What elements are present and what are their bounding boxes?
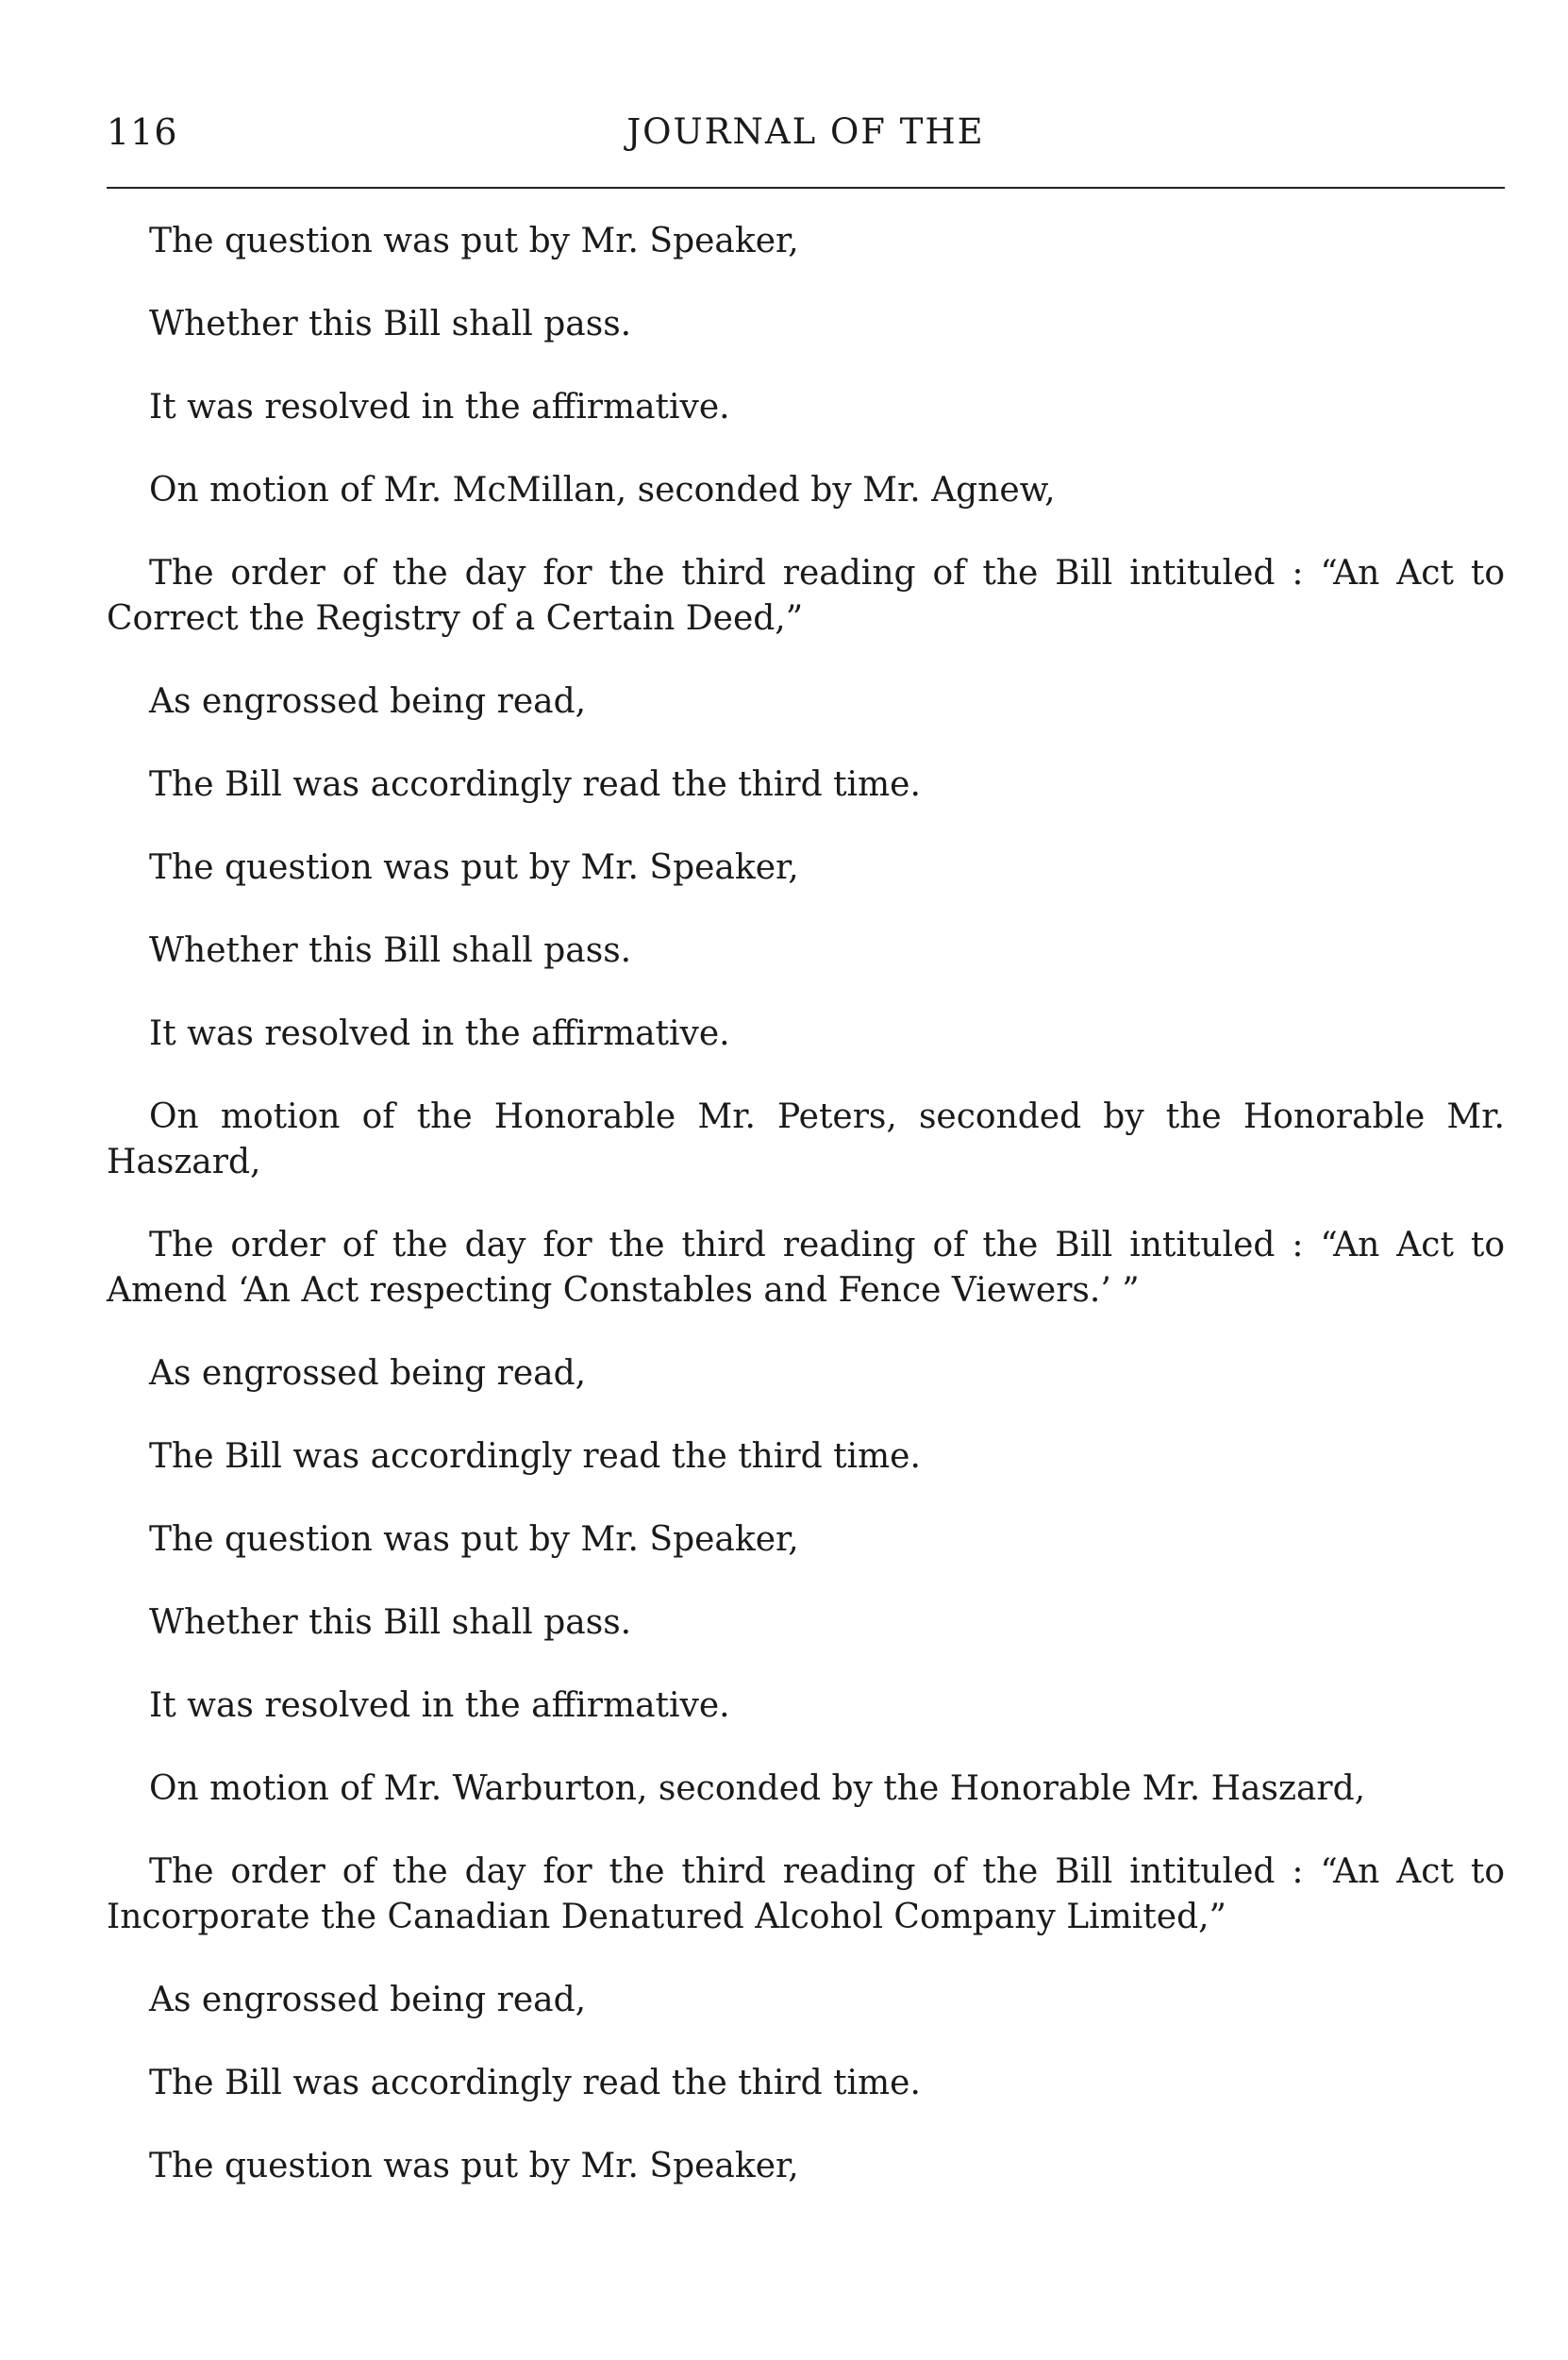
paragraph: As engrossed being read, xyxy=(149,1981,587,2019)
paragraph: The order of the day for the third reading of the Bill intituled : “An Act to Correct the Registry of a Certain Deed,” xyxy=(107,554,1505,638)
paragraph: Whether this Bill shall pass. xyxy=(149,1603,632,1642)
header-rule xyxy=(107,187,1505,189)
paragraph: Whether this Bill shall pass. xyxy=(149,305,632,343)
paragraph: The order of the day for the third reading of the Bill intituled : “An Act to Incorporate the Canadian Denatured Alcohol Company Limited,” xyxy=(107,1852,1505,1936)
paragraph: The question was put by Mr. Speaker, xyxy=(149,2147,799,2185)
paragraph: The Bill was accordingly read the third time. xyxy=(149,1437,921,1476)
paragraph: It was resolved in the affirmative. xyxy=(149,388,730,427)
paragraph: It was resolved in the affirmative. xyxy=(149,1014,730,1053)
page-number: 116 xyxy=(107,111,178,153)
paragraph: The Bill was accordingly read the third time. xyxy=(149,2064,921,2102)
paragraph: The question was put by Mr. Speaker, xyxy=(149,848,799,887)
paragraph: On motion of the Honorable Mr. Peters, seconded by the Honorable Mr. Haszard, xyxy=(107,1097,1505,1181)
paragraph: Whether this Bill shall pass. xyxy=(149,931,632,970)
page-header xyxy=(107,111,1505,168)
paragraph: The question was put by Mr. Speaker, xyxy=(149,222,799,260)
paragraph: The Bill was accordingly read the third time. xyxy=(149,765,921,804)
paragraph: The question was put by Mr. Speaker, xyxy=(149,1520,799,1559)
paragraph: As engrossed being read, xyxy=(149,682,587,721)
paragraph: As engrossed being read, xyxy=(149,1354,587,1393)
paragraph: It was resolved in the affirmative. xyxy=(149,1686,730,1725)
page-body xyxy=(107,219,1505,2189)
running-head: JOURNAL OF THE xyxy=(626,111,985,152)
paragraph: The order of the day for the third reading of the Bill intituled : “An Act to Amend ‘An Act respecting Constables and Fence Viewers.’ ” xyxy=(107,1226,1505,1310)
paragraph: On motion of Mr. McMillan, seconded by Mr. Agnew, xyxy=(149,471,1056,510)
paragraph: On motion of Mr. Warburton, seconded by the Honorable Mr. Haszard, xyxy=(149,1769,1366,1808)
